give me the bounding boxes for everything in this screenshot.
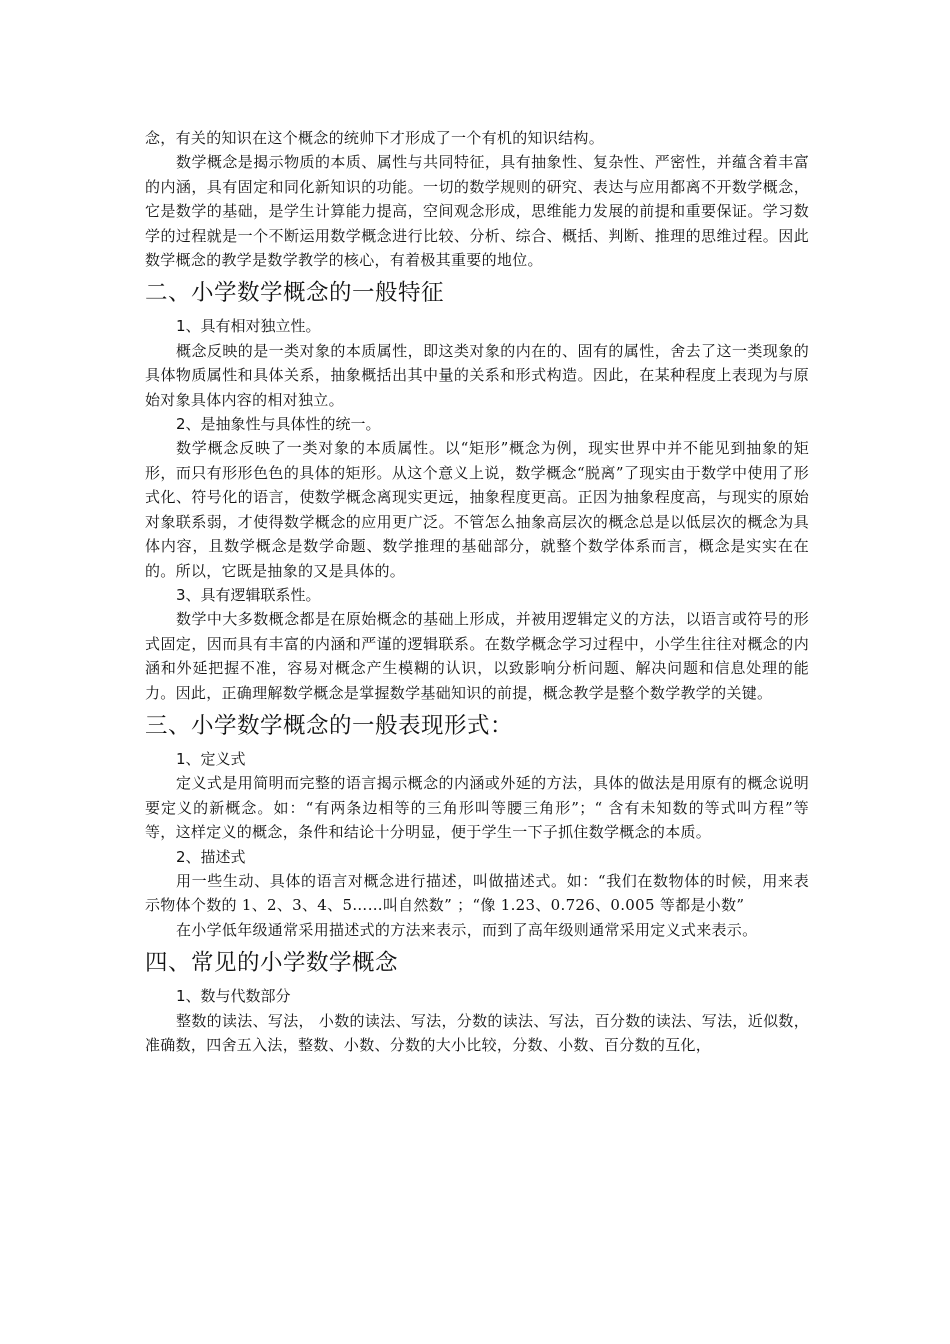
section-3-heading: 三、小学数学概念的一般表现形式： (145, 712, 514, 739)
intro-tail-paragraph: 念，有关的知识在这个概念的统帅下才形成了一个有机的知识结构。 (145, 129, 605, 147)
section-2-item-3: 3、具有逻辑联系性。 (176, 585, 321, 604)
section-3-paragraph-3: 在小学低年级通常采用描述式的方法来表示，而到了高年级则通常采用定义式来表示。 (176, 920, 758, 939)
section-4-paragraph-1: 整数的读法、写法， 小数的读法、写法，分数的读法、写法，百分数的读法、写法，近似数，准确数，四舍五入法，整数、小数、分数的大小比较，分数、小数、百分数的互化， (145, 1011, 809, 1054)
section-2-paragraph-2: 数学概念反映了一类对象的本质属性。以“矩形”概念为例，现实世界中并不能见到抽象的矩形，而只有形形色色的具体的矩形。从这个意义上说，数学概念“脱离”了现实由于数学中使用了形式化、符号化的语言，使数学概念离现实更远，抽象程度更高。正因为抽象程度高，与现实的原始对象联系弱，才使得数学概念的应用更广泛。不管怎么抽象高层次的概念总是以低层次的概念为具体内容，且数学概念是数学命题、数学推理的基础部分，就整个数学体系而言，概念是实实在在的。所以，它既是抽象的又是具体的。 (145, 439, 809, 580)
document-page (145, 126, 809, 1057)
intro-paragraph: 数学概念是揭示物质的本质、属性与共同特征，具有抽象性、复杂性、严密性，并蕴含着丰富的内涵，具有固定和同化新知识的功能。一切的数学规则的研究、表达与应用都离不开数学概念，它是数学的基础，是学生计算能力提高，空间观念形成，思维能力发展的前提和重要保证。学习数学的过程就是一个不断运用数学概念进行比较、分析、综合、概括、判断、推理的思维过程。因此数学概念的教学是数学教学的核心，有着极其重要的地位。 (145, 153, 809, 270)
section-3-item-2: 2、描述式 (176, 847, 246, 866)
section-4-item-1: 1、数与代数部分 (176, 987, 291, 1006)
section-3-paragraph-2: 用一些生动、具体的语言对概念进行描述，叫做描述式。如：“我们在数物体的时候，用来表示物体个数的 1、2、3、4、5……叫自然数” ；“像 1.23、0.726、0.005 等都是小数” (145, 871, 809, 915)
section-3-item-1: 1、定义式 (176, 749, 246, 768)
section-3-paragraph-1: 定义式是用简明而完整的语言揭示概念的内涵或外延的方法，具体的做法是用原有的概念说明要定义的新概念。如：“有两条边相等的三角形叫等腰三角形”；“ 含有未知数的等式叫方程”等等，这样定义的概念，条件和结论十分明显，便于学生一下子抓住数学概念的本质。 (145, 774, 809, 842)
section-2-heading: 二、小学数学概念的一般特征 (145, 280, 445, 307)
section-2-paragraph-3: 数学中大多数概念都是在原始概念的基础上形成，并被用逻辑定义的方法，以语言或符号的形式固定，因而具有丰富的内涵和严谨的逻辑联系。在数学概念学习过程中，小学生往往对概念的内涵和外延把握不准，容易对概念产生模糊的认识，以致影响分析问题、解决问题和信息处理的能力。因此，正确理解数学概念是掌握数学基础知识的前提，概念教学是整个数学教学的关键。 (145, 610, 809, 702)
section-4-heading: 四、常见的小学数学概念 (145, 950, 399, 977)
section-2-item-1: 1、具有相对独立性。 (176, 317, 321, 336)
section-2-item-2: 2、是抽象性与具体性的统一。 (176, 415, 381, 434)
section-2-paragraph-1: 概念反映的是一类对象的本质属性，即这类对象的内在的、固有的属性，舍去了这一类现象的具体物质属性和具体关系，抽象概括出其中量的关系和形式构造。因此，在某种程度上表现为与原始对象具体内容的相对独立。 (145, 341, 809, 409)
